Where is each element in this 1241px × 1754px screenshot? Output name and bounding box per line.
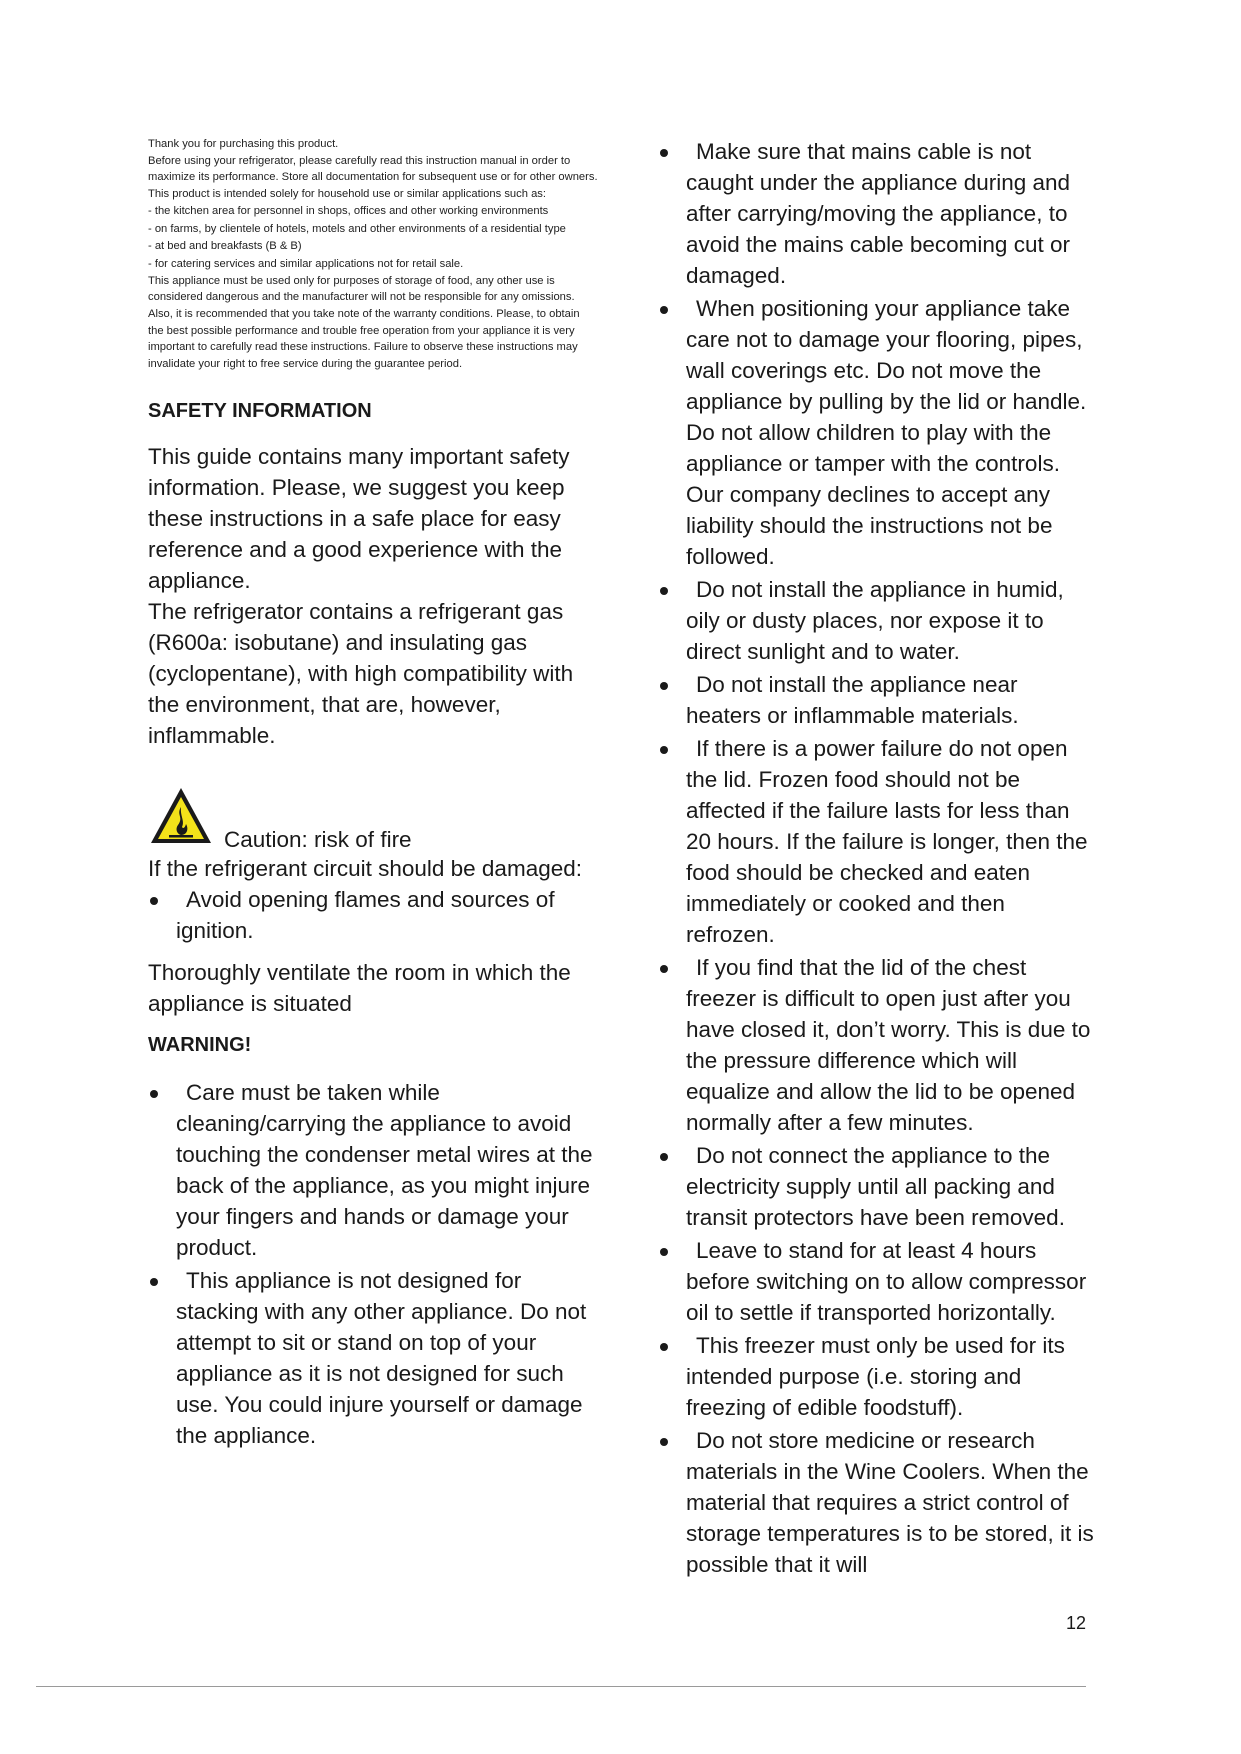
bullet-icon: [660, 1343, 668, 1351]
bullet-icon: [660, 1438, 668, 1446]
right-column: [658, 136, 1098, 1582]
fire-warning-icon: [148, 785, 214, 847]
safety-paragraph-2: The refrigerator contains a refrigerant gas (R600a: isobutane) and insulating gas (cyclopentane), with high compatibility with the environment, that are, however, inflammable.: [148, 598, 574, 748]
list-item: Care must be taken while cleaning/carrying the appliance to avoid touching the condenser metal wires at the back of the appliance, as you might injure your fingers and hands or damage your product.: [148, 1077, 598, 1263]
list-item: When positioning your appliance take care not to damage your flooring, pipes, wall coverings etc. Do not move the appliance by pulling by the lid or handle. Do not allow children to play with the appliance or tamper with the controls. Our company declines to accept any liability should the instructions not be followed.: [658, 293, 1098, 572]
bullet-icon: [150, 897, 158, 905]
list-item: Do not connect the appliance to the electricity supply until all packing and transit protectors have been removed.: [658, 1140, 1098, 1233]
intro-line: Thank you for purchasing this product.: [148, 138, 339, 150]
list-item: Avoid opening flames and sources of ignition.: [148, 884, 598, 946]
bullet-icon: [660, 682, 668, 690]
list-item: Leave to stand for at least 4 hours before switching on to allow compressor oil to settle if transported horizontally.: [658, 1235, 1098, 1328]
footer-divider: [36, 1686, 1086, 1687]
right-bullet-list: [658, 136, 1098, 1580]
caution-text: If the refrigerant circuit should be damaged:: [148, 855, 582, 881]
intro-line: - for catering services and similar applications not for retail sale.: [148, 257, 464, 270]
list-item: Do not install the appliance in humid, oily or dusty places, nor expose it to direct sunlight and to water.: [658, 574, 1098, 667]
intro-line: - at bed and breakfasts (B & B): [148, 240, 302, 253]
caution-bullet-list: [148, 884, 598, 946]
bullet-icon: [660, 1153, 668, 1161]
list-item: If you find that the lid of the chest freezer is difficult to open just after you have closed it, don’t worry. This is due to the pressure difference which will equalize and allow the lid to be opened normally after a few minutes.: [658, 952, 1098, 1138]
bullet-icon: [150, 1090, 158, 1098]
bullet-icon: [660, 149, 668, 157]
bullet-icon: [660, 306, 668, 314]
intro-line: Before using your refrigerator, please carefully read this instruction manual in order to maximize its performance. Store all documentation for subsequent use or for other owners. This product is intended solely for household use or similar applications such as:: [148, 154, 598, 201]
list-item: This freezer must only be used for its intended purpose (i.e. storing and freezing of edible foodstuff).: [658, 1330, 1098, 1423]
list-item: This appliance is not designed for stacking with any other appliance. Do not attempt to sit or stand on top of your appliance as it is not designed for such use. You could injure yourself or damage the appliance.: [148, 1265, 598, 1451]
safety-paragraph-1: This guide contains many important safety information. Please, we suggest you keep these instructions in a safe place for easy reference and a good experience with the appliance.: [148, 443, 570, 593]
left-column: [148, 136, 598, 1451]
safety-title: SAFETY INFORMATION: [148, 399, 372, 422]
list-item: Do not install the appliance near heaters or inflammable materials.: [658, 669, 1098, 731]
list-item: Make sure that mains cable is not caught under the appliance during and after carrying/moving the appliance, to avoid the mains cable becoming cut or damaged.: [658, 136, 1098, 291]
list-item: Do not store medicine or research materials in the Wine Coolers. When the material that requires a strict control of storage temperatures is to be stored, it is possible that it will: [658, 1425, 1098, 1580]
caution-label: Caution: risk of fire: [224, 826, 412, 852]
intro-block: [148, 136, 598, 373]
warning-bullet-list: [148, 1077, 598, 1451]
bullet-icon: [660, 587, 668, 595]
bullet-icon: [660, 1248, 668, 1256]
intro-line: This appliance must be used only for purposes of storage of food, any other use is considered dangerous and the manufacturer will not be responsible for any omissions. Also, it is recommended that you take note of the warranty conditions. Please, to obtain the best possible performance and trouble free operation from your appliance it is very important to carefully read these instructions. Failure to observe these instructions may invalidate your right to free service during the guarantee period.: [148, 274, 580, 371]
intro-line: - on farms, by clientele of hotels, motels and other environments of a residential type: [148, 222, 566, 235]
bullet-icon: [150, 1278, 158, 1286]
bullet-icon: [660, 746, 668, 754]
page-number: 12: [1066, 1613, 1087, 1633]
intro-line: - the kitchen area for personnel in shops, offices and other working environments: [148, 204, 549, 217]
bullet-icon: [660, 965, 668, 973]
ventilate-text: Thoroughly ventilate the room in which the appliance is situated: [148, 959, 571, 1016]
warning-title: WARNING!: [148, 1033, 252, 1056]
list-item: If there is a power failure do not open the lid. Frozen food should not be affected if the failure lasts for less than 20 hours. If the failure is longer, then the food should be checked and eaten immediately or cooked and then refrozen.: [658, 733, 1098, 950]
caution-row: [148, 785, 598, 852]
